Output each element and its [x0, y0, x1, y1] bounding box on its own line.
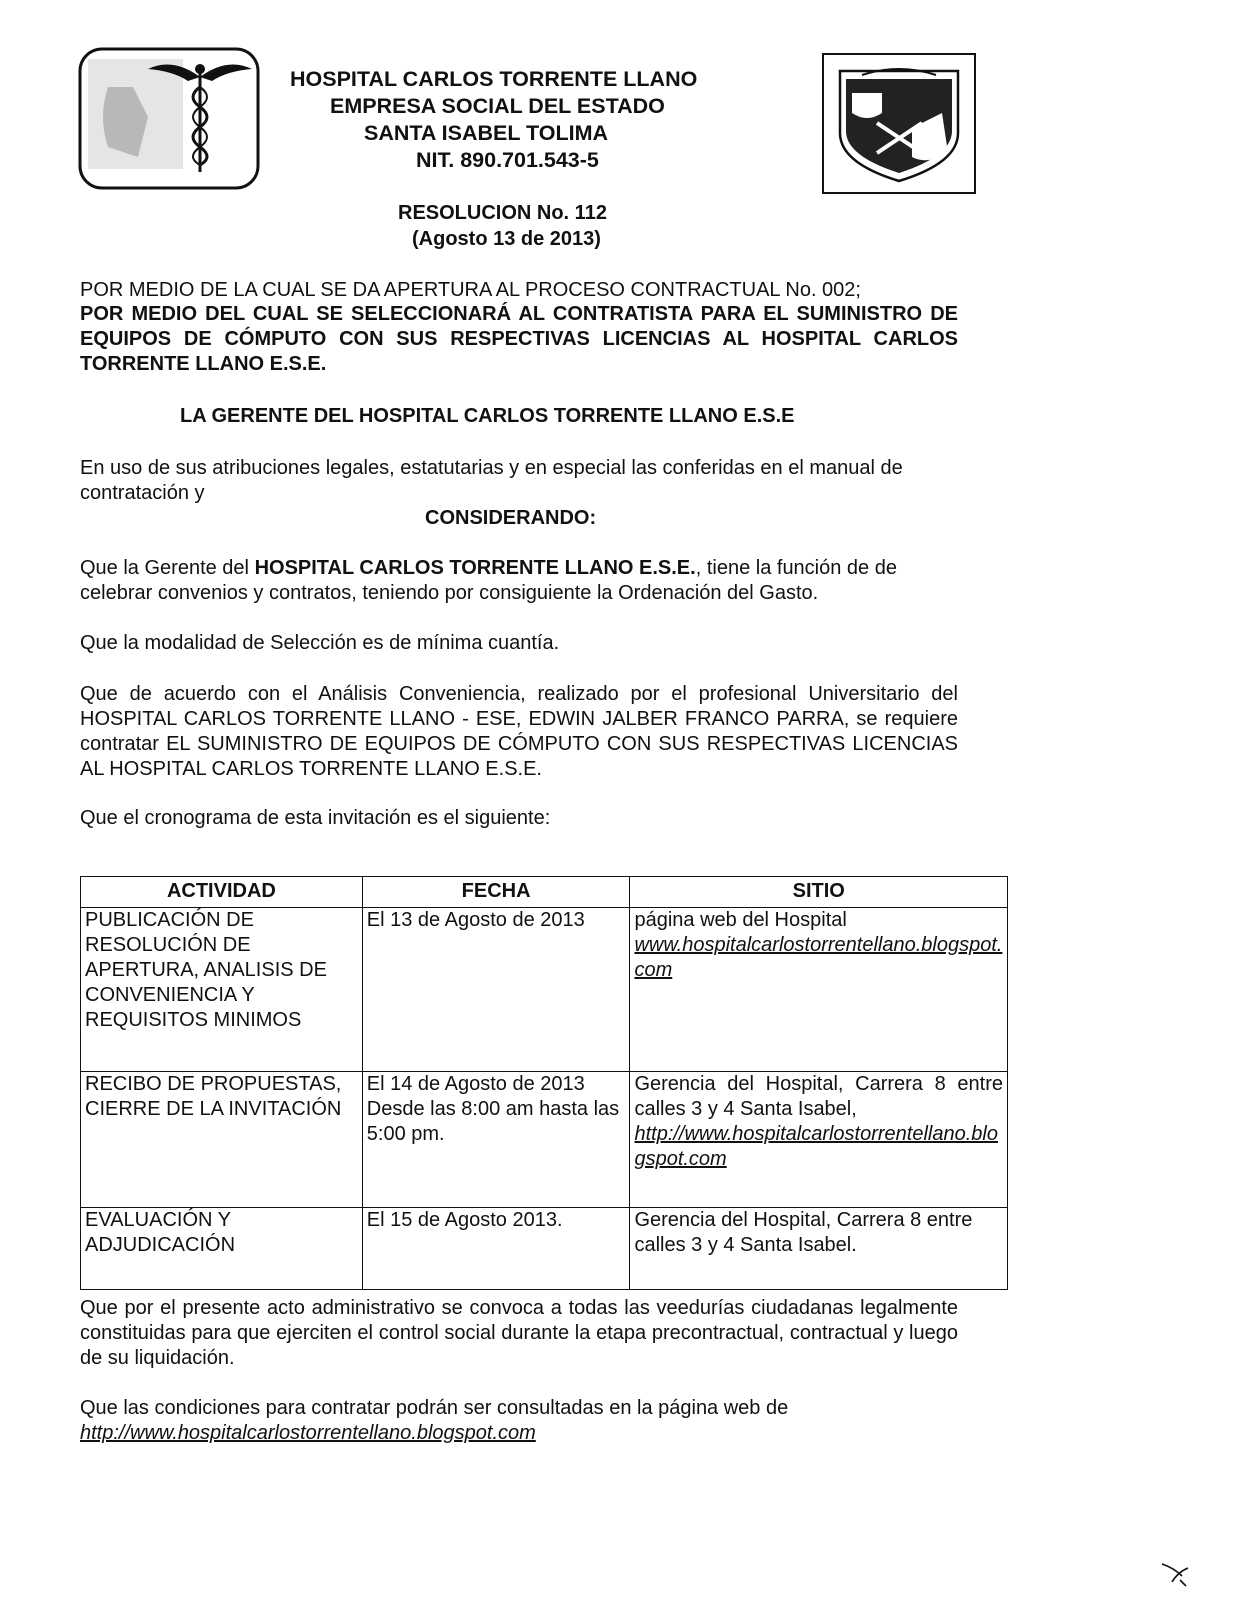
paragraph-condiciones: Que las condiciones para contratar podrán ser consultadas en la página web de — [80, 1397, 789, 1419]
sitio-text: Gerencia del Hospital, Carrera 8 entre calles 3 y 4 Santa Isabel, — [634, 1073, 1003, 1120]
handwritten-initial — [1160, 1558, 1190, 1588]
cell-fecha: El 13 de Agosto de 2013 — [362, 908, 630, 1072]
col-header-fecha: FECHA — [362, 877, 630, 908]
nit: NIT. 890.701.543-5 — [416, 148, 599, 172]
paragraph-gerente — [80, 556, 965, 606]
sitio-text: Gerencia del Hospital, Carrera 8 entre calles 3 y 4 Santa Isabel. — [634, 1209, 973, 1256]
cell-sitio — [630, 1072, 1008, 1208]
col-header-sitio: SITIO — [630, 877, 1008, 908]
header-block — [290, 66, 790, 174]
col-header-actividad: ACTIVIDAD — [81, 877, 363, 908]
town-shield-logo — [822, 53, 976, 194]
sitio-text: página web del Hospital — [634, 909, 847, 931]
table-row — [81, 908, 1008, 1072]
cell-actividad: EVALUACIÓN Y ADJUDICACIÓN — [81, 1208, 363, 1290]
cell-fecha: El 14 de Agosto de 2013 Desde las 8:00 am hasta las 5:00 pm. — [362, 1072, 630, 1208]
table-row — [81, 1208, 1008, 1290]
hospital-logo — [78, 47, 260, 190]
cell-actividad: RECIBO DE PROPUESTAS, CIERRE DE LA INVITACIÓN — [81, 1072, 363, 1208]
condiciones-link[interactable]: http://www.hospitalcarlostorrentellano.blogspot.com — [80, 1422, 536, 1444]
intro-line: POR MEDIO DE LA CUAL SE DA APERTURA AL PROCESO CONTRACTUAL No. 002; — [80, 279, 861, 301]
para1-bold: HOSPITAL CARLOS TORRENTE LLANO E.S.E. — [254, 557, 696, 579]
cell-fecha: El 15 de Agosto 2013. — [362, 1208, 630, 1290]
gerente-heading: LA GERENTE DEL HOSPITAL CARLOS TORRENTE LLANO E.S.E — [180, 405, 795, 427]
sitio-link[interactable]: www.hospitalcarlostorrentellano.blogspot.com — [634, 934, 1003, 981]
resolution-number: RESOLUCION No. 112 — [398, 202, 607, 224]
paragraph-analisis: Que de acuerdo con el Análisis Conveniencia, realizado por el profesional Universitario del HOSPITAL CARLOS TORRENTE LLANO - ESE, EDWIN JALBER FRANCO PARRA, se requiere contratar EL SUMINISTRO DE EQUIPOS DE CÓMPUTO CON SUS RESPECTIVAS LICENCIAS AL HOSPITAL CARLOS TORRENTE LLANO E.S.E. — [80, 683, 958, 780]
intro-bold: POR MEDIO DEL CUAL SE SELECCIONARÁ AL CONTRATISTA PARA EL SUMINISTRO DE EQUIPOS DE CÓMPUTO CON SUS RESPECTIVAS LICENCIAS AL HOSPITAL CARLOS TORRENTE LLANO E.S.E. — [80, 303, 958, 375]
sitio-link[interactable]: http://www.hospitalcarlostorrentellano.blogspot.com — [634, 1123, 998, 1170]
cell-sitio — [630, 908, 1008, 1072]
para1-pre: Que la Gerente del — [80, 557, 255, 579]
table-header-row — [81, 877, 1008, 908]
atribuciones-text: En uso de sus atribuciones legales, estatutarias y en especial las conferidas en el manual de contratación y — [80, 457, 903, 504]
resolution-date: (Agosto 13 de 2013) — [412, 228, 601, 250]
considerando-heading: CONSIDERANDO: — [425, 507, 597, 529]
hospital-name: HOSPITAL CARLOS TORRENTE LLANO — [290, 67, 698, 91]
entity-type: EMPRESA SOCIAL DEL ESTADO — [330, 94, 665, 118]
paragraph-veedurias: Que por el presente acto administrativo se convoca a todas las veedurías ciudadanas legalmente constituidas para que ejerciten el control social durante la etapa precontractual, contractual y luego de su liquidación. — [80, 1297, 958, 1369]
paragraph-modalidad: Que la modalidad de Selección es de mínima cuantía. — [80, 632, 560, 654]
paragraph-cronograma-intro: Que el cronograma de esta invitación es el siguiente: — [80, 807, 551, 829]
cell-sitio — [630, 1208, 1008, 1290]
para1-post: , tiene la función de de celebrar convenios y contratos, teniendo por consiguiente la Ordenación del Gasto. — [80, 557, 897, 604]
location: SANTA ISABEL TOLIMA — [364, 121, 609, 145]
table-row — [81, 1072, 1008, 1208]
schedule-table — [80, 876, 1008, 1290]
cell-actividad: PUBLICACIÓN DE RESOLUCIÓN DE APERTURA, ANALISIS DE CONVENIENCIA Y REQUISITOS MINIMOS — [81, 908, 363, 1072]
